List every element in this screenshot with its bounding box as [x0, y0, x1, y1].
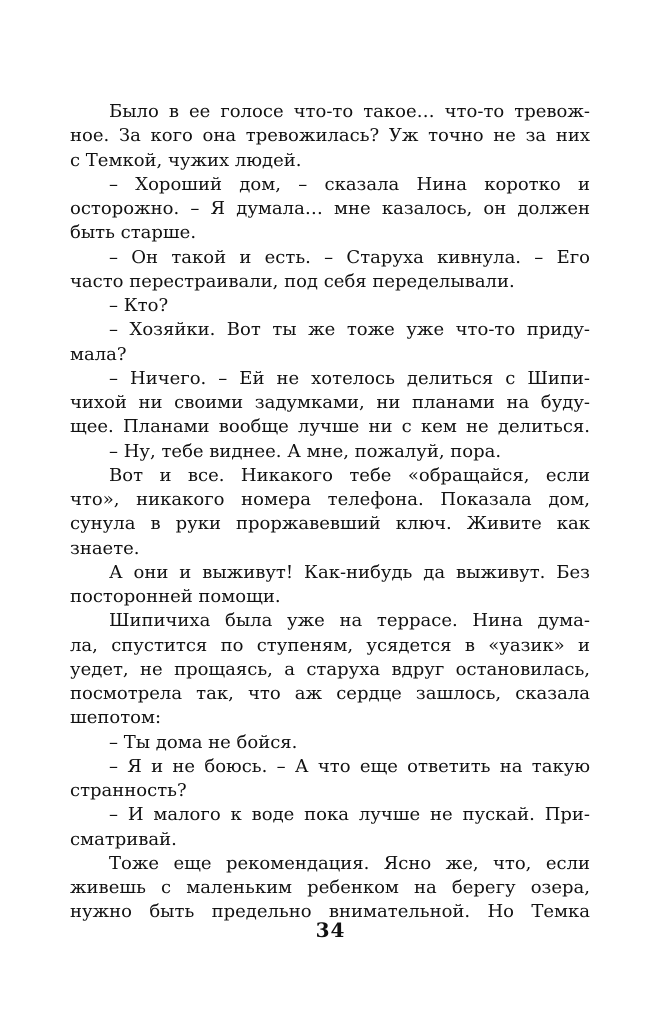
text-line: – Хозяйки. Вот ты же тоже уже что-то приду-	[109, 319, 590, 341]
text-line: посторонней помощи.	[70, 586, 281, 607]
text-line: сунула в руки проржавевший ключ. Живите как	[70, 513, 590, 535]
text-line: быть старше.	[70, 222, 197, 244]
text-line: – Я и не боюсь. – А что еще ответить на такую	[109, 755, 590, 777]
text-line: – Ты дома не бойся.	[109, 731, 298, 753]
text-line: часто перестраивали, под себя переделывали.	[70, 270, 515, 292]
text-line: живешь с маленьким ребенком на берегу озера,	[70, 877, 590, 898]
text-line: – Кто?	[109, 295, 169, 316]
text-line: ное. За кого она тревожилась? Уж точно не за них	[70, 125, 590, 147]
text-line: что», никакого номера телефона. Показала дом,	[70, 489, 590, 510]
text-line: ла, спустится по ступеням, усядется в «уазик» и	[70, 634, 590, 656]
text-line: – Ничего. – Ей не хотелось делиться с Шипи-	[109, 367, 590, 389]
text-line: – И малого к воде пока лучше не пускай. При-	[109, 804, 590, 826]
text-line: – Хороший дом, – сказала Нина коротко и	[109, 173, 590, 195]
text-line: – Он такой и есть. – Старуха кивнула. – Его	[109, 246, 590, 268]
text-line: Вот и все. Никакого тебе «обращайся, если	[109, 464, 590, 486]
text-line: Шипичиха была уже на террасе. Нина дума-	[109, 610, 590, 632]
text-line: странность?	[70, 780, 187, 801]
text-line: осторожно. – Я думала… мне казалось, он должен	[70, 198, 590, 219]
text-line: шепотом:	[70, 707, 162, 729]
text-line: сматривай.	[70, 828, 177, 850]
text-line: с Темкой, чужих людей.	[70, 149, 302, 171]
body-text	[70, 100, 590, 925]
text-line: знаете.	[70, 537, 140, 559]
text-line: Тоже еще рекомендация. Ясно же, что, если	[109, 852, 590, 874]
text-line: мала?	[70, 343, 127, 365]
page-number: 34	[315, 918, 346, 942]
text-line: нужно быть предельно внимательной. Но Темка	[70, 901, 590, 923]
text-line: Было в ее голосе что-то такое… что-то тревож-	[109, 101, 590, 122]
text-line: уедет, не прощаясь, а старуха вдруг остановилась,	[70, 658, 590, 680]
text-line: чихой ни своими задумками, ни планами на буду-	[70, 392, 590, 413]
text-line: посмотрела так, что аж сердце зашлось, сказала	[70, 683, 590, 704]
text-line: – Ну, тебе виднее. А мне, пожалуй, пора.	[109, 440, 502, 462]
text-line: щее. Планами вообще лучше ни с кем не делиться.	[70, 416, 590, 438]
text-line: А они и выживут! Как-нибудь да выживут. Без	[109, 561, 590, 583]
